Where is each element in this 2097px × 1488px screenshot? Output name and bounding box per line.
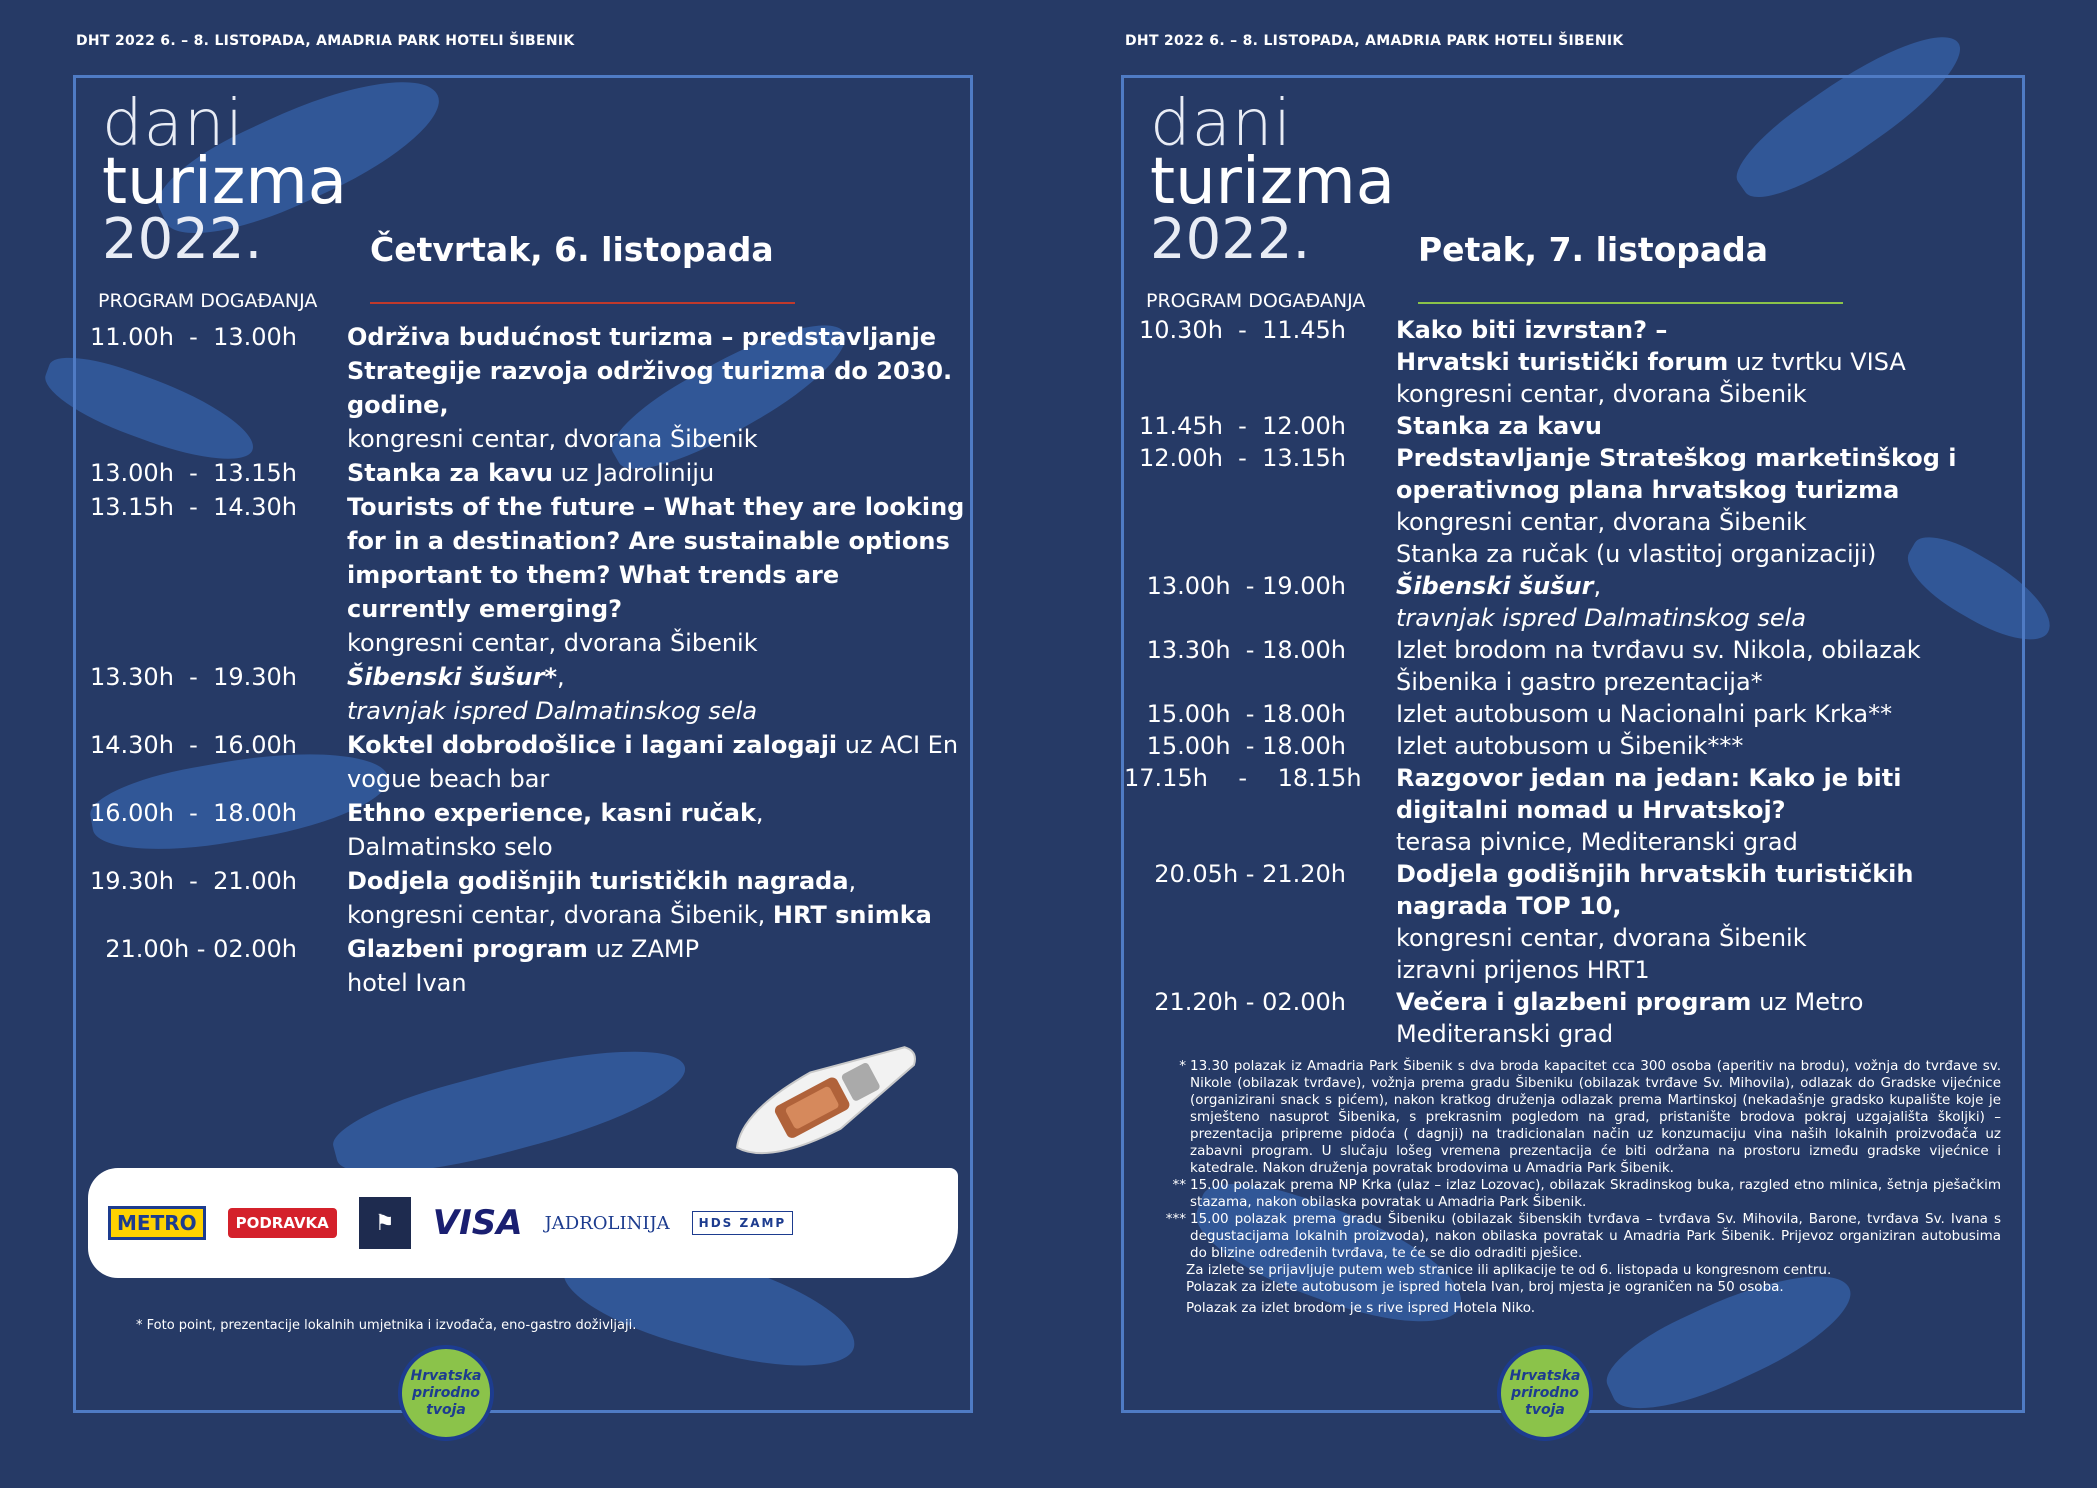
row-event (347, 660, 966, 728)
event-title: Koktel dobrodošlice i lagani zalogaji (347, 731, 838, 759)
podravka-logo: PODRAVKA (228, 1208, 337, 1238)
row-time: 13.30h - 19.30h (89, 663, 297, 691)
row-event (1396, 858, 2014, 986)
zamp-logo: HDS ZAMP (692, 1211, 794, 1235)
footnote-text: 13.30 polazak iz Amadria Park Šibenik s dva broda kapacitet cca 300 osoba (aperitiv na brodu), vožnja do tvrđave sv. Nikole (obilazak tvrđave), vožnja prema gradu Šibeniku (obilazak tvrđave Sv. Mihovila), odlazak do Gradske vijećnice (organizirani snack s pićem), nakon kratkog druženja odlazak prema Martinskoj (nekadašnje gradsko kupalište koje je smješteno nasuprot Šibenika, s prekrasnim pogledom na grad, pristanište brodova pokraj uzgajališta školjki) – prezentacija pripreme pidoća ( dagnji) na tradicionalan način uz konzumaciju vina naših lokalnih proizvođača uz zabavni program. U slučaju lošeg vremena prezentacija će biti održana na prostoru između gradske vijećnice i katedrale. Nakon druženja povratak brodovima u Amadria Park Šibenik. (1190, 1058, 2001, 1176)
row-event (1396, 410, 2014, 442)
row-time: 21.20h - 02.00h (1154, 988, 1346, 1016)
schedule-row (1124, 314, 2014, 410)
schedule-row (76, 320, 966, 456)
event-subtitle: Hrvatski turistički forum (1396, 348, 1729, 376)
schedule-row (76, 456, 966, 490)
logo-line-3: 2022. (102, 207, 263, 272)
schedule-row (1124, 762, 2014, 858)
row-time: 11.00h - 13.00h (89, 323, 297, 351)
footnote-item (1164, 1211, 2001, 1262)
row-event (347, 864, 966, 932)
footnote-mark: * (1179, 1058, 1186, 1074)
event-title: Ethno experience, kasni ručak (347, 799, 756, 827)
event-detail: , (1593, 572, 1602, 600)
row-event (1396, 986, 2014, 1050)
jadrolinija-logo: JADROLINIJA (544, 1212, 670, 1234)
event-title: Izlet autobusom u Šibenik*** (1396, 732, 1744, 760)
row-time: 12.00h - 13.15h (1138, 444, 1346, 472)
event-title: Izlet brodom na tvrđavu sv. Nikola, obilazak Šibenika i gastro prezentacija* (1396, 636, 1921, 696)
content-frame (73, 75, 973, 1413)
footnote-mark: ** (1172, 1177, 1186, 1193)
registration-note: Za izlete se prijavljuje putem web stranice ili aplikacije te od 6. listopada u kongresnom centru. (1186, 1262, 1832, 1278)
row-event (347, 456, 966, 490)
event-title: Večera i glazbeni program (1396, 988, 1752, 1016)
event-title: Razgovor jedan na jedan: Kako je biti digitalni nomad u Hrvatskoj? (1396, 764, 1902, 824)
event-location: kongresni centar, dvorana Šibenik (347, 425, 758, 453)
schedule-row (1124, 730, 2014, 762)
row-event (1396, 570, 2014, 634)
row-time: 10.30h - 11.45h (1138, 316, 1346, 344)
footnote: * Foto point, prezentacije lokalnih umjetnika i izvođača, eno-gastro doživljaji. (136, 1318, 637, 1333)
event-location: terasa pivnice, Mediteranski grad (1396, 828, 1798, 856)
boat-illustration (706, 1033, 936, 1173)
event-title: Predstavljanje Strateškog marketinškog i operativnog plana hrvatskog turizma (1396, 444, 1957, 504)
row-time: 13.15h - 14.30h (89, 493, 297, 521)
schedule-row (76, 796, 966, 864)
row-event (1396, 698, 2014, 730)
logo-line-1: dani (102, 87, 245, 161)
event-title: Šibenski šušur (1396, 572, 1594, 600)
footnote-item (1164, 1177, 2001, 1211)
day-title: Četvrtak, 6. listopada (370, 230, 774, 269)
event-detail: uz ZAMP (587, 935, 700, 963)
event-title: Dodjela godišnjih hrvatskih turističkih nagrada TOP 10, (1396, 860, 1914, 920)
row-time: 16.00h - 18.00h (89, 799, 297, 827)
event-note: HRT snimka (772, 901, 932, 929)
event-logo (1146, 87, 1395, 312)
footnote-mark: *** (1165, 1211, 1186, 1227)
flag-logo: ⚑ (359, 1197, 411, 1249)
event-title: Glazbeni program (347, 935, 588, 963)
row-event (1396, 762, 2014, 858)
footnote-item (1164, 1058, 2001, 1177)
event-note: izravni prijenos HRT1 (1396, 956, 1650, 984)
row-time: 21.00h - 02.00h (105, 935, 297, 963)
event-detail: uz Metro Mediteranski grad (1396, 988, 1864, 1048)
schedule (1124, 314, 2014, 1050)
row-time: 13.00h - 13.15h (89, 459, 297, 487)
row-event (347, 796, 966, 864)
footnote-text: 15.00 polazak prema NP Krka (ulaz – izlaz Lozovac), obilazak Skradinskog buka, razgled etno mlinica, šetnja pješačkim stazama, nakon obilaska povratak u Amadria Park Šibenik. (1190, 1177, 2001, 1210)
event-location: kongresni centar, dvorana Šibenik (347, 629, 758, 657)
row-time: 17.15h - 18.15h (1124, 764, 1362, 792)
croatia-badge: Hrvatska prirodno tvoja (1497, 1345, 1593, 1441)
metro-logo: METRO (108, 1206, 206, 1240)
event-location: travnjak ispred Dalmatinskog sela (1396, 604, 1807, 632)
row-event (347, 932, 966, 1000)
schedule-row (76, 864, 966, 932)
logo-line-2: turizma (1150, 145, 1395, 219)
event-location: kongresni centar, dvorana Šibenik (1396, 924, 1807, 952)
row-time: 13.30h - 18.00h (1146, 636, 1346, 664)
row-time: 20.05h - 21.20h (1154, 860, 1346, 888)
event-detail: , (755, 799, 764, 827)
left-page (0, 0, 1048, 1488)
visa-logo: VISA (432, 1203, 523, 1243)
row-time: 14.30h - 16.00h (89, 731, 297, 759)
event-detail: , (557, 663, 565, 691)
event-detail: , (848, 867, 857, 895)
event-note: Stanka za ručak (u vlastitoj organizaciji) (1396, 540, 1877, 568)
schedule-row (1124, 634, 2014, 698)
event-location: kongresni centar, dvorana Šibenik (1396, 380, 1807, 408)
schedule-row (76, 660, 966, 728)
schedule-row (76, 932, 966, 1000)
schedule-row (1124, 698, 2014, 730)
boat-note: Polazak za izlet brodom je s rive ispred Hotela Niko. (1186, 1300, 1536, 1316)
row-event (347, 728, 966, 796)
event-location: kongresni centar, dvorana Šibenik, (347, 901, 773, 929)
schedule (76, 320, 966, 1000)
row-time: 11.45h - 12.00h (1138, 412, 1346, 440)
event-title: Održiva budućnost turizma – predstavljanje Strategije razvoja održivog turizma do 2030. godine, (347, 323, 953, 419)
row-time: 13.00h - 19.00h (1146, 572, 1346, 600)
schedule-row (1124, 410, 2014, 442)
event-location: travnjak ispred Dalmatinskog sela (347, 697, 758, 725)
schedule-row (1124, 986, 2014, 1050)
row-event (1396, 314, 2014, 410)
row-event (347, 320, 966, 456)
logo-line-2: turizma (102, 145, 347, 219)
row-time: 15.00h - 18.00h (1146, 700, 1346, 728)
event-title: Stanka za kavu (347, 459, 553, 487)
event-title: Tourists of the future – What they are looking for in a destination? Are sustainable options important to them? What trends are currently emerging? (347, 493, 965, 623)
day-title: Petak, 7. listopada (1418, 230, 1769, 269)
row-time: 15.00h - 18.00h (1146, 732, 1346, 760)
event-title: Kako biti izvrstan? – (1396, 316, 1668, 344)
event-title: Dodjela godišnjih turističkih nagrada (347, 867, 849, 895)
title-underline (1418, 302, 1843, 304)
croatia-badge: Hrvatska prirodno tvoja (398, 1345, 494, 1441)
logo-line-1: dani (1150, 87, 1293, 161)
footnotes (1164, 1058, 2001, 1317)
event-logo (98, 87, 347, 312)
schedule-row (76, 490, 966, 660)
event-detail: uz ACI En vogue beach bar (347, 731, 959, 793)
row-time: 19.30h - 21.00h (89, 867, 297, 895)
row-event (347, 490, 966, 660)
row-event (1396, 730, 2014, 762)
logo-line-3: 2022. (1150, 207, 1311, 272)
row-event (1396, 634, 2014, 698)
event-detail: uz Jadroliniju (552, 459, 715, 487)
event-location: kongresni centar, dvorana Šibenik (1396, 508, 1807, 536)
bus-note: Polazak za izlete autobusom je ispred hotela Ivan, broj mjesta je ograničen na 50 osoba. (1186, 1279, 1784, 1295)
schedule-row (1124, 570, 2014, 634)
right-page (1049, 0, 2097, 1488)
event-detail: uz tvrtku VISA (1728, 348, 1906, 376)
schedule-row (1124, 858, 2014, 986)
footnote-text: 15.00 polazak prema gradu Šibeniku (obilazak šibenskih tvrđava – tvrđava Sv. Mihovila, Barone, tvrđava Sv. Ivana s degustacijama lokalnih proizvoda), nakon obilaska povratak u Amadria Park Šibenik. Prijevoz organiziran autobusima do blizine određenih tvrđava, te će se dio odraditi pješice. (1190, 1211, 2001, 1261)
schedule-row (1124, 442, 2014, 570)
sponsor-strip (88, 1168, 958, 1278)
page-header: DHT 2022 6. – 8. LISTOPADA, AMADRIA PARK HOTELI ŠIBENIK (76, 33, 575, 49)
content-frame (1121, 75, 2025, 1413)
program-label: PROGRAM DOGAĐANJA (98, 290, 318, 312)
title-underline (370, 302, 795, 304)
program-label: PROGRAM DOGAĐANJA (1146, 290, 1366, 312)
event-title: Stanka za kavu (1396, 412, 1602, 440)
schedule-row (76, 728, 966, 796)
event-title: Izlet autobusom u Nacionalni park Krka** (1396, 700, 1893, 728)
event-title: Šibenski šušur* (347, 663, 558, 691)
event-location: hotel Ivan (347, 969, 467, 997)
page-header: DHT 2022 6. – 8. LISTOPADA, AMADRIA PARK HOTELI ŠIBENIK (1125, 33, 1624, 49)
event-location: Dalmatinsko selo (347, 833, 553, 861)
row-event (1396, 442, 2014, 570)
